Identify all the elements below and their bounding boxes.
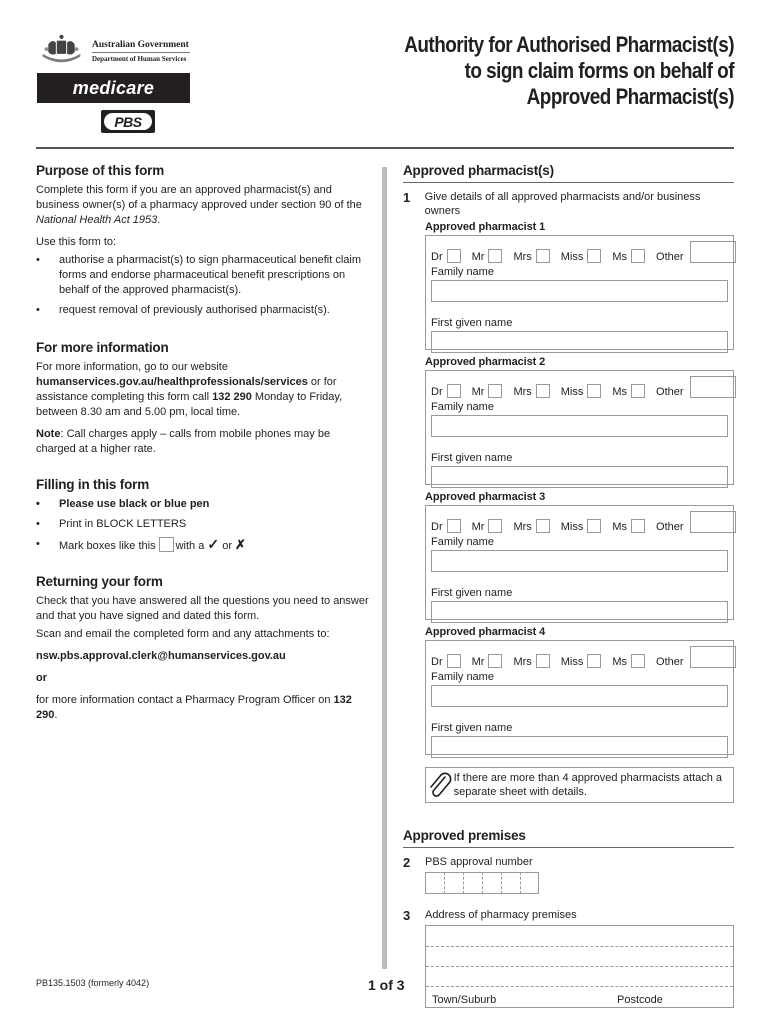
contact-body: for more information contact a Pharmacy Program Officer on xyxy=(36,694,334,706)
question-number: 1 xyxy=(403,190,411,205)
digit-cell[interactable] xyxy=(501,872,520,894)
ms-checkbox[interactable] xyxy=(631,519,645,533)
section-heading: Approved premises xyxy=(403,828,734,848)
question-1 xyxy=(403,190,734,218)
digit-cell[interactable] xyxy=(482,872,501,894)
purpose-section xyxy=(36,163,371,318)
title-options xyxy=(431,376,728,398)
title-divider xyxy=(36,147,734,149)
list-item xyxy=(36,537,371,554)
first-name-input[interactable] xyxy=(431,601,728,623)
family-name-input[interactable] xyxy=(431,550,728,572)
title-option-mrs xyxy=(513,249,549,263)
address-line xyxy=(426,946,733,947)
question-text: Give details of all approved pharmacists and/or business owners xyxy=(424,191,701,217)
agency-logo xyxy=(37,30,190,72)
mrs-checkbox[interactable] xyxy=(536,249,550,263)
filling-bullets xyxy=(36,497,371,554)
option-label: Other xyxy=(656,251,684,263)
returning-text: Check that you have answered all the questions you need to answer and that you have signed and dated this form. xyxy=(36,595,369,622)
mr-checkbox[interactable] xyxy=(488,249,502,263)
bullet-text: with a xyxy=(175,540,205,552)
more-info-text xyxy=(36,360,371,420)
returning-text: Scan and email the completed form and any attachments to: xyxy=(36,628,330,640)
list-item: • request removal of previously authorised pharmacist(s). xyxy=(36,303,371,318)
section-heading: Approved pharmacist(s) xyxy=(403,163,734,183)
title-option-mrs xyxy=(513,384,549,398)
ms-checkbox[interactable] xyxy=(631,249,645,263)
other-title-input[interactable] xyxy=(690,511,736,533)
option-label: Other xyxy=(656,656,684,668)
column-divider xyxy=(382,167,387,969)
paperclip-icon xyxy=(426,769,454,801)
instructions-column xyxy=(36,163,371,730)
or-text: or xyxy=(36,672,47,684)
first-name-label: First given name xyxy=(431,452,513,464)
family-name-label: Family name xyxy=(431,536,494,548)
title-line-3: Approved Pharmacist(s) xyxy=(526,84,734,109)
department-name: Department of Human Services xyxy=(92,54,187,63)
pharmacist-fieldset xyxy=(425,505,734,620)
question-3 xyxy=(403,908,734,923)
title-option-mr xyxy=(472,519,503,533)
title-option-miss xyxy=(561,519,602,533)
title-options xyxy=(431,511,728,533)
pharmacist-label: Approved pharmacist 1 xyxy=(425,221,546,233)
option-label: Mr xyxy=(471,251,485,263)
title-option-mrs xyxy=(513,654,549,668)
form-column xyxy=(403,163,734,1008)
miss-checkbox[interactable] xyxy=(587,249,601,263)
medicare-logo: medicare xyxy=(37,73,190,103)
form-code: PB135.1503 (formerly 4042) xyxy=(36,978,150,988)
family-name-label: Family name xyxy=(431,401,494,413)
mrs-checkbox[interactable] xyxy=(536,384,550,398)
title-option-miss xyxy=(561,384,602,398)
first-name-label: First given name xyxy=(431,722,513,734)
option-label: Mrs xyxy=(513,251,532,263)
ms-checkbox[interactable] xyxy=(631,384,645,398)
pharmacist-label: Approved pharmacist 4 xyxy=(425,626,546,638)
list-item: • Print in BLOCK LETTERS xyxy=(36,517,371,532)
miss-checkbox[interactable] xyxy=(587,519,601,533)
other-title-input[interactable] xyxy=(690,646,736,668)
ms-checkbox[interactable] xyxy=(631,654,645,668)
example-checkbox xyxy=(159,537,174,552)
family-name-input[interactable] xyxy=(431,415,728,437)
option-label: Miss xyxy=(560,521,584,533)
list-item: • authorise a pharmacist(s) to sign pharmaceutical benefit claim forms and endorse pharmaceutical benefit prescriptions on behalf of the approved pharmacist(s). xyxy=(36,253,371,298)
first-name-input[interactable] xyxy=(431,331,728,353)
check-icon: ✓ xyxy=(207,536,220,552)
family-name-input[interactable] xyxy=(431,280,728,302)
title-option-ms xyxy=(612,519,645,533)
title-option-ms xyxy=(612,384,645,398)
mrs-checkbox[interactable] xyxy=(536,654,550,668)
title-option-other xyxy=(656,241,736,263)
digit-cell[interactable] xyxy=(444,872,463,894)
option-label: Miss xyxy=(560,386,584,398)
pbs-approval-number-input[interactable] xyxy=(425,872,734,894)
postcode-label: Postcode xyxy=(617,994,663,1006)
address-input[interactable] xyxy=(425,925,734,1008)
intro-text: Complete this form if you are an approved pharmacist(s) and business owner(s) of a pharmacy approved under section 90 of the xyxy=(36,184,362,211)
info-line: For more information, go to our website xyxy=(36,361,228,373)
intro-end: . xyxy=(157,214,161,226)
option-label: Ms xyxy=(612,656,628,668)
contact-end: . xyxy=(54,709,58,721)
option-label: Mr xyxy=(471,656,485,668)
title-options xyxy=(431,646,728,668)
title-option-miss xyxy=(561,654,602,668)
other-title-input[interactable] xyxy=(690,376,736,398)
title-option-dr xyxy=(431,249,461,263)
bullet-text: or xyxy=(222,540,232,552)
attachment-note-text: If there are more than 4 approved pharmacists attach a separate sheet with details. xyxy=(453,772,723,798)
dr-checkbox[interactable] xyxy=(447,654,461,668)
miss-checkbox[interactable] xyxy=(587,384,601,398)
title-option-dr xyxy=(431,519,461,533)
digit-cell[interactable] xyxy=(425,872,444,894)
note-text xyxy=(36,427,371,457)
list-item: • Please use black or blue pen xyxy=(36,497,371,512)
section-heading: For more information xyxy=(36,340,169,355)
option-label: Dr xyxy=(431,656,443,668)
option-label: Dr xyxy=(431,386,443,398)
pharmacist-fieldset xyxy=(425,370,734,485)
section-heading: Purpose of this form xyxy=(36,163,165,178)
miss-checkbox[interactable] xyxy=(587,654,601,668)
option-label: Ms xyxy=(612,521,628,533)
title-options xyxy=(431,241,728,263)
option-label: Mrs xyxy=(513,521,532,533)
title-option-miss xyxy=(561,249,602,263)
pharmacist-label: Approved pharmacist 3 xyxy=(425,491,546,503)
option-label: Ms xyxy=(612,386,628,398)
title-option-ms xyxy=(612,654,645,668)
option-label: Ms xyxy=(612,251,628,263)
note-body: : Call charges apply – calls from mobile phones may be charged at a higher rate. xyxy=(36,428,331,455)
pharmacist-label: Approved pharmacist 2 xyxy=(425,356,546,368)
option-label: Mrs xyxy=(513,656,532,668)
pbs-logo-text: PBS xyxy=(104,113,152,130)
title-line-1: Authority for Authorised Pharmacist(s) xyxy=(404,32,734,57)
digit-cell[interactable] xyxy=(463,872,482,894)
question-number: 3 xyxy=(403,908,411,923)
mr-checkbox[interactable] xyxy=(488,654,502,668)
dr-checkbox[interactable] xyxy=(447,384,461,398)
first-name-label: First given name xyxy=(431,317,513,329)
family-name-label: Family name xyxy=(431,266,494,278)
cross-icon: ✗ xyxy=(235,537,246,552)
pharmacist-fieldset xyxy=(425,640,734,755)
attachment-note xyxy=(425,767,734,803)
family-name-input[interactable] xyxy=(431,685,728,707)
more-info-section xyxy=(36,340,371,457)
returning-section xyxy=(36,574,371,723)
pharmacist-block xyxy=(403,221,734,350)
title-option-dr xyxy=(431,384,461,398)
title-line-2: to sign claim forms on behalf of xyxy=(464,58,734,83)
title-option-dr xyxy=(431,654,461,668)
question-number: 2 xyxy=(403,855,411,870)
town-suburb-label: Town/Suburb xyxy=(432,994,497,1006)
section-heading: Returning your form xyxy=(36,574,163,589)
question-2 xyxy=(403,855,734,870)
phone-number: 132 290 xyxy=(212,391,252,403)
phone-number: 132 290 xyxy=(36,694,352,721)
pharmacist-fieldset xyxy=(425,235,734,350)
email-address[interactable]: nsw.pbs.approval.clerk@humanservices.gov.au xyxy=(36,650,286,662)
option-label: Dr xyxy=(431,251,443,263)
mr-checkbox[interactable] xyxy=(488,384,502,398)
pbs-logo xyxy=(101,110,155,133)
dr-checkbox[interactable] xyxy=(447,249,461,263)
page-number: 1 of 3 xyxy=(368,977,405,993)
address-line xyxy=(426,966,733,967)
government-name: Australian Government xyxy=(92,40,190,53)
title-option-other xyxy=(656,646,736,668)
option-label: Dr xyxy=(431,521,443,533)
address-footer xyxy=(432,994,733,1006)
option-label: Mr xyxy=(471,386,485,398)
option-label: Other xyxy=(656,386,684,398)
first-name-input[interactable] xyxy=(431,466,728,488)
section-heading: Filling in this form xyxy=(36,477,149,492)
title-option-mr xyxy=(472,249,503,263)
title-option-mrs xyxy=(513,519,549,533)
note-label: Note xyxy=(36,428,61,440)
title-option-other xyxy=(656,511,736,533)
contact-text xyxy=(36,693,371,723)
pharmacist-block xyxy=(403,626,734,755)
other-title-input[interactable] xyxy=(690,241,736,263)
title-option-mr xyxy=(472,384,503,398)
mrs-checkbox[interactable] xyxy=(536,519,550,533)
filling-section xyxy=(36,477,371,554)
coat-of-arms-icon xyxy=(37,30,86,72)
question-text: PBS approval number xyxy=(425,856,533,868)
first-name-label: First given name xyxy=(431,587,513,599)
option-label: Mr xyxy=(471,521,485,533)
first-name-input[interactable] xyxy=(431,736,728,758)
pharmacist-block xyxy=(403,491,734,620)
option-label: Miss xyxy=(560,656,584,668)
option-label: Mrs xyxy=(513,386,532,398)
act-name: National Health Act 1953 xyxy=(36,214,158,226)
website-link[interactable]: humanservices.gov.au/healthprofessionals/services xyxy=(36,376,308,388)
dr-checkbox[interactable] xyxy=(447,519,461,533)
title-option-mr xyxy=(472,654,503,668)
info-text: Monday to Friday, between 8.30 am and 5.00 pm, local time. xyxy=(36,391,343,418)
mr-checkbox[interactable] xyxy=(488,519,502,533)
option-label: Other xyxy=(656,521,684,533)
info-text: or for assistance completing this form call xyxy=(36,376,337,403)
family-name-label: Family name xyxy=(431,671,494,683)
page-title xyxy=(373,32,734,110)
question-text: Address of pharmacy premises xyxy=(425,909,577,921)
digit-cell[interactable] xyxy=(520,872,539,894)
title-option-ms xyxy=(612,249,645,263)
use-label: Use this form to: xyxy=(36,236,117,248)
bullet-text: Mark boxes like this xyxy=(59,540,156,552)
option-label: Miss xyxy=(560,251,584,263)
title-option-other xyxy=(656,376,736,398)
purpose-intro xyxy=(36,183,371,228)
address-line xyxy=(426,986,733,987)
purpose-bullets xyxy=(36,253,371,318)
pharmacist-block xyxy=(403,356,734,485)
